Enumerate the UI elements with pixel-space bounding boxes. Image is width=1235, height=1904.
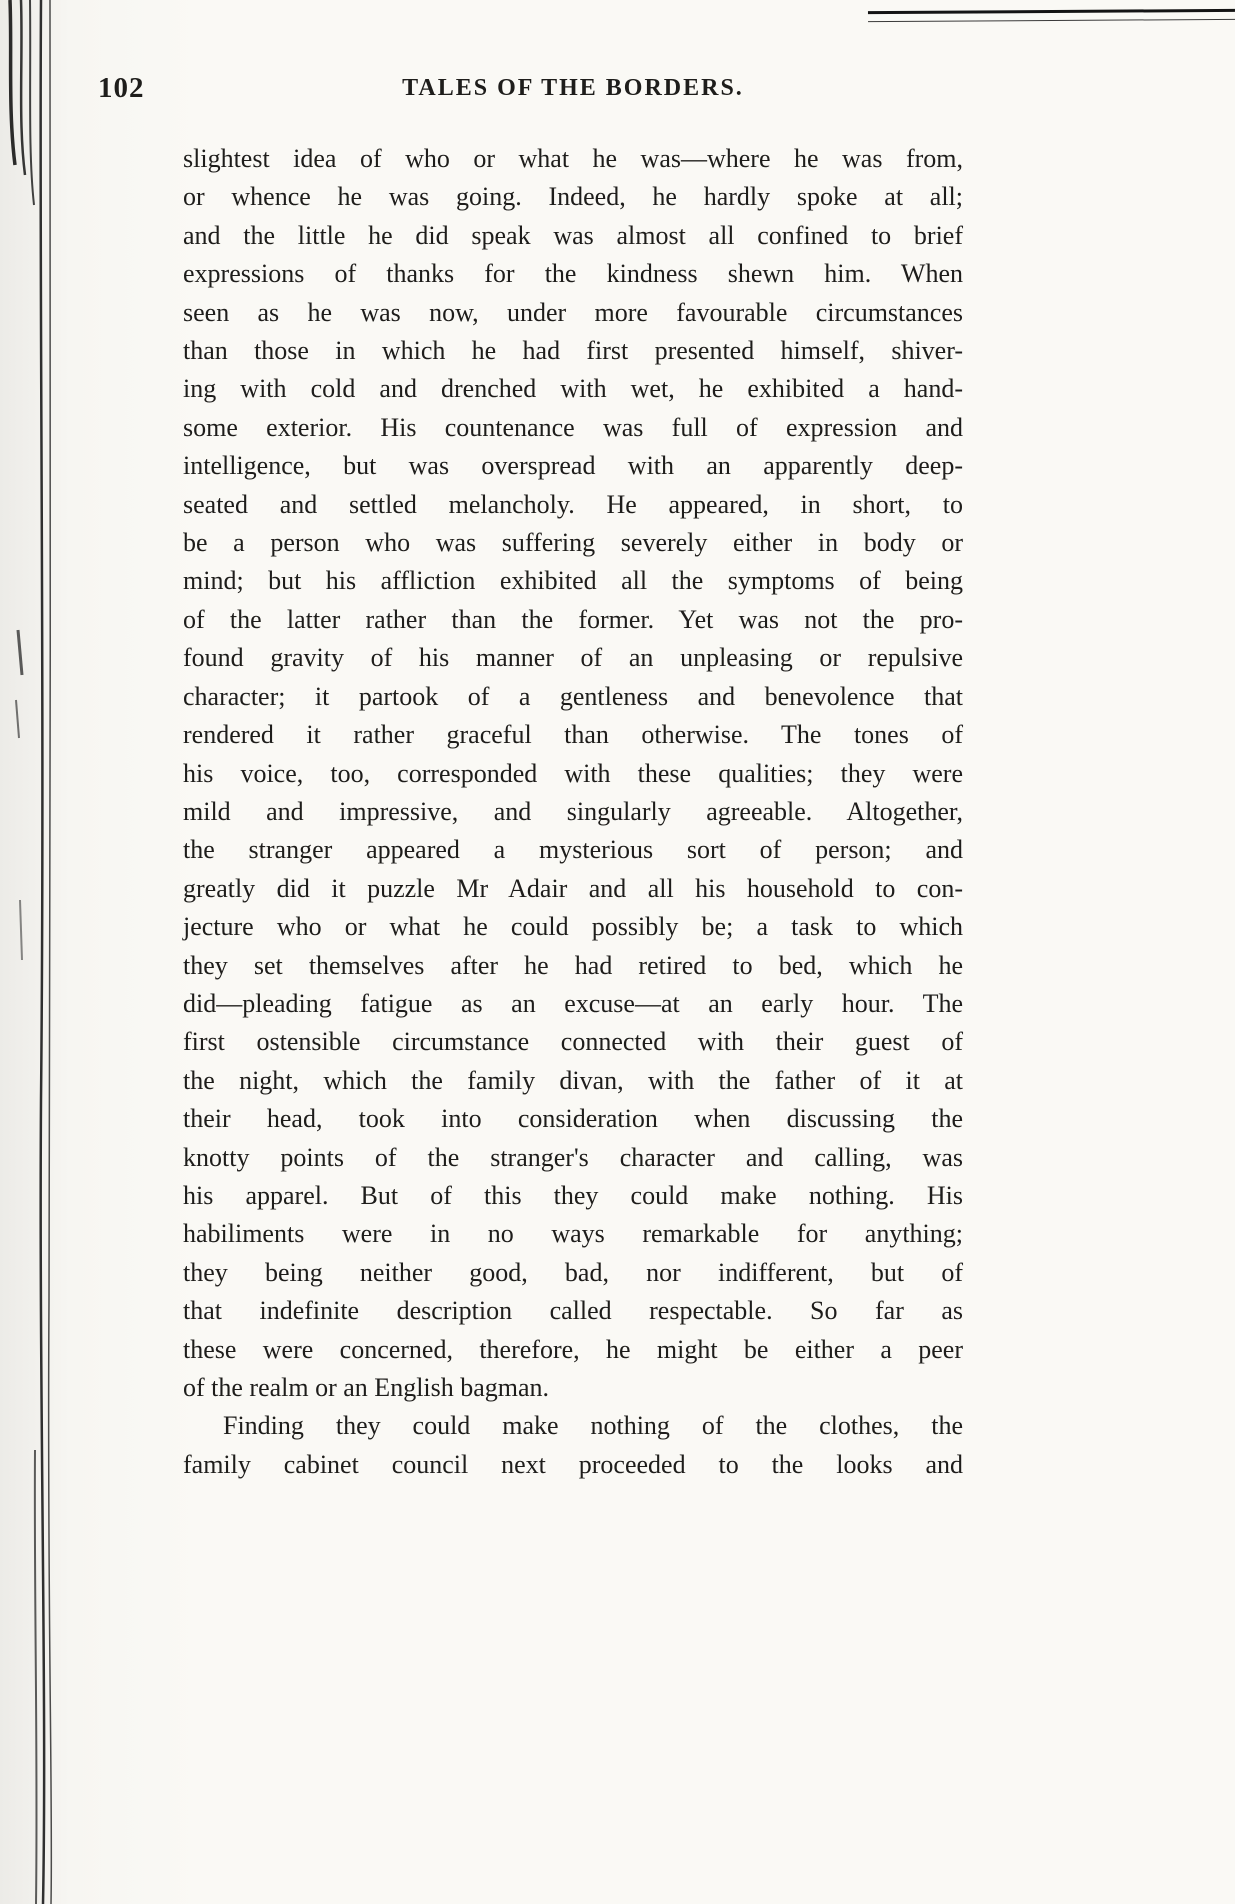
text-line: intelligence, but was overspread with an apparently deep- bbox=[183, 451, 963, 481]
text-line: they set themselves after he had retired to bed, which he bbox=[183, 950, 963, 980]
text-line: character; it partook of a gentleness and benevolence that bbox=[183, 681, 963, 711]
text-line: seen as he was now, under more favourable circumstances bbox=[183, 297, 963, 327]
text-line: greatly did it puzzle Mr Adair and all his household to con- bbox=[183, 873, 963, 903]
text-line: the stranger appeared a mysterious sort of person; and bbox=[183, 835, 963, 865]
text-line: ing with cold and drenched with wet, he exhibited a hand- bbox=[183, 374, 963, 404]
text-line: family cabinet council next proceeded to the looks and bbox=[183, 1449, 963, 1479]
text-line: or whence he was going. Indeed, he hardly spoke at all; bbox=[183, 182, 963, 212]
text-line: mind; but his affliction exhibited all the symptoms of being bbox=[183, 566, 963, 596]
binding-scan-artifact bbox=[0, 0, 80, 1904]
text-line: these were concerned, therefore, he might be either a peer bbox=[183, 1334, 963, 1364]
text-line: that indefinite description called respectable. So far as bbox=[183, 1296, 963, 1326]
text-line: found gravity of his manner of an unpleasing or repulsive bbox=[183, 643, 963, 673]
text-line: knotty points of the stranger's character and calling, was bbox=[183, 1142, 963, 1172]
running-title: TALES OF THE BORDERS. bbox=[402, 75, 744, 101]
text-line: than those in which he had first presented himself, shiver- bbox=[183, 336, 963, 366]
text-line: and the little he did speak was almost all confined to brief bbox=[183, 220, 963, 250]
text-line: rendered it rather graceful than otherwise. The tones of bbox=[183, 720, 963, 750]
text-line: expressions of thanks for the kindness shewn him. When bbox=[183, 259, 963, 289]
text-line: did—pleading fatigue as an excuse—at an early hour. The bbox=[183, 988, 963, 1018]
page-number: 102 bbox=[98, 72, 145, 104]
running-head bbox=[0, 72, 1235, 112]
text-line: Finding they could make nothing of the clothes, the bbox=[223, 1411, 963, 1441]
text-line: be a person who was suffering severely either in body or bbox=[183, 528, 963, 558]
text-line: jecture who or what he could possibly be; a task to which bbox=[183, 912, 963, 942]
text-line: of the latter rather than the former. Yet was not the pro- bbox=[183, 604, 963, 634]
text-line: seated and settled melancholy. He appeared, in short, to bbox=[183, 489, 963, 519]
page-edge-rule bbox=[868, 9, 1235, 22]
text-line: they being neither good, bad, nor indifferent, but of bbox=[183, 1257, 963, 1287]
text-line: some exterior. His countenance was full of expression and bbox=[183, 412, 963, 442]
text-line: his voice, too, corresponded with these qualities; they were bbox=[183, 758, 963, 788]
text-line: of the realm or an English bagman. bbox=[183, 1373, 550, 1402]
text-line: his apparel. But of this they could make nothing. His bbox=[183, 1180, 963, 1210]
text-line: their head, took into consideration when discussing the bbox=[183, 1104, 963, 1134]
text-line: first ostensible circumstance connected with their guest of bbox=[183, 1027, 963, 1057]
text-line: slightest idea of who or what he was—where he was from, bbox=[183, 144, 963, 173]
text-line: the night, which the family divan, with the father of it at bbox=[183, 1065, 963, 1095]
text-block bbox=[183, 140, 963, 1484]
text-line: habiliments were in no ways remarkable for anything; bbox=[183, 1219, 963, 1249]
text-line: mild and impressive, and singularly agreeable. Altogether, bbox=[183, 796, 963, 826]
